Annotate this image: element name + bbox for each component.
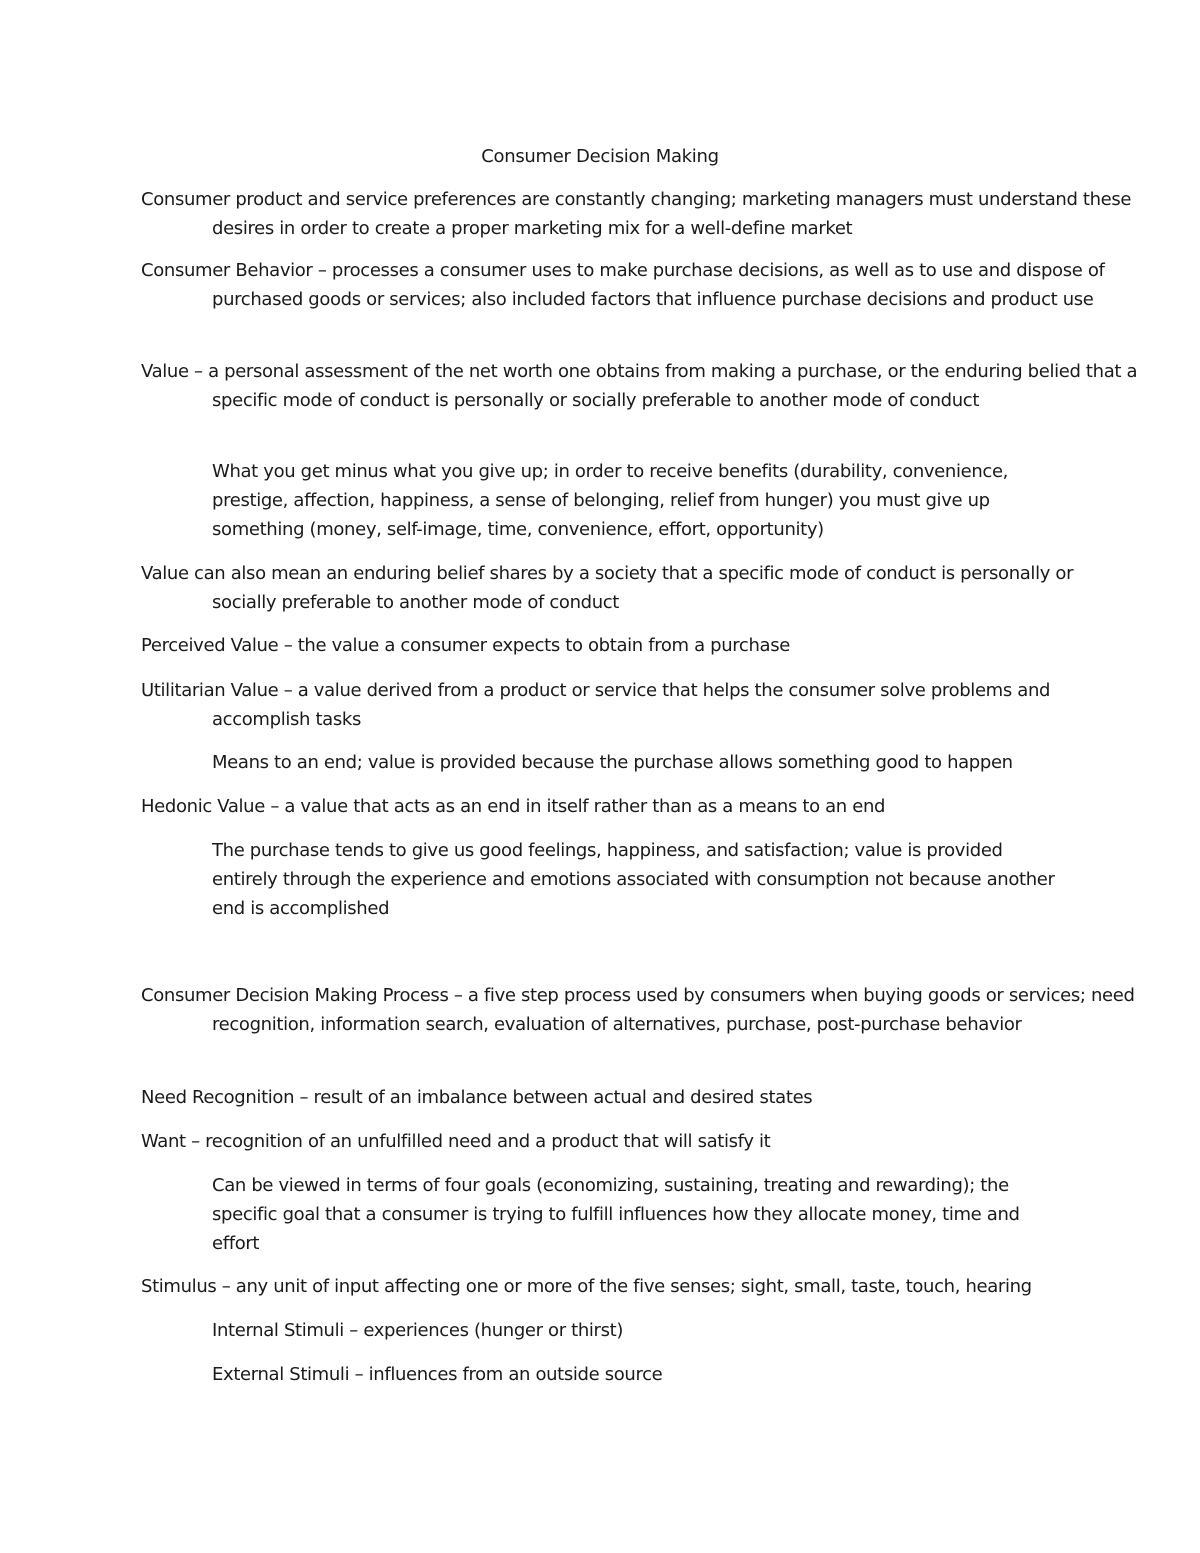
- value-alt-definition: Value can also mean an enduring belief shares by a society that a specific mode of conduct is personally or socially preferable to another mode of conduct: [141, 563, 1074, 613]
- decision-process-definition: Consumer Decision Making Process – a five step process used by consumers when buying goods or services; need recognition, information search, evaluation of alternatives, purchase, post-purchase behavior: [141, 985, 1135, 1035]
- intro-paragraph: Consumer product and service preferences are constantly changing; marketing managers must understand these desires in order to create a proper marketing mix for a well-define market: [141, 189, 1132, 239]
- hedonic-value-definition: Hedonic Value – a value that acts as an end in itself rather than as a means to an end: [141, 796, 886, 817]
- want-definition: Want – recognition of an unfulfilled need and a product that will satisfy it: [141, 1131, 771, 1152]
- stimulus-definition: Stimulus – any unit of input affecting one or more of the five senses; sight, small, taste, touch, hearing: [141, 1276, 1032, 1297]
- need-recognition-definition: Need Recognition – result of an imbalance between actual and desired states: [141, 1087, 813, 1108]
- hedonic-value-detail: The purchase tends to give us good feelings, happiness, and satisfaction; value is provided entirely through the experience and emotions associated with consumption not because another end is accomplished: [212, 840, 1055, 919]
- want-detail: Can be viewed in terms of four goals (economizing, sustaining, treating and rewarding); the specific goal that a consumer is trying to fulfill influences how they allocate money, time and effort: [212, 1175, 1020, 1254]
- consumer-behavior-definition: Consumer Behavior – processes a consumer uses to make purchase decisions, as well as to use and dispose of purchased goods or services; also included factors that influence purchase decisions and product use: [141, 260, 1105, 310]
- utilitarian-value-detail: Means to an end; value is provided because the purchase allows something good to happen: [212, 752, 1013, 773]
- value-definition: Value – a personal assessment of the net worth one obtains from making a purchase, or the enduring belied that a specific mode of conduct is personally or socially preferable to another mode of conduct: [141, 361, 1138, 411]
- internal-stimuli-definition: Internal Stimuli – experiences (hunger or thirst): [212, 1320, 624, 1341]
- external-stimuli-definition: External Stimuli – influences from an outside source: [212, 1364, 663, 1385]
- utilitarian-value-definition: Utilitarian Value – a value derived from a product or service that helps the consumer solve problems and accomplish tasks: [141, 680, 1051, 730]
- value-detail: What you get minus what you give up; in order to receive benefits (durability, convenience, prestige, affection, happiness, a sense of belonging, relief from hunger) you must give up something (money, self-image, time, convenience, effort, opportunity): [212, 461, 1009, 540]
- perceived-value-definition: Perceived Value – the value a consumer expects to obtain from a purchase: [141, 635, 790, 656]
- document-title: Consumer Decision Making: [481, 146, 719, 167]
